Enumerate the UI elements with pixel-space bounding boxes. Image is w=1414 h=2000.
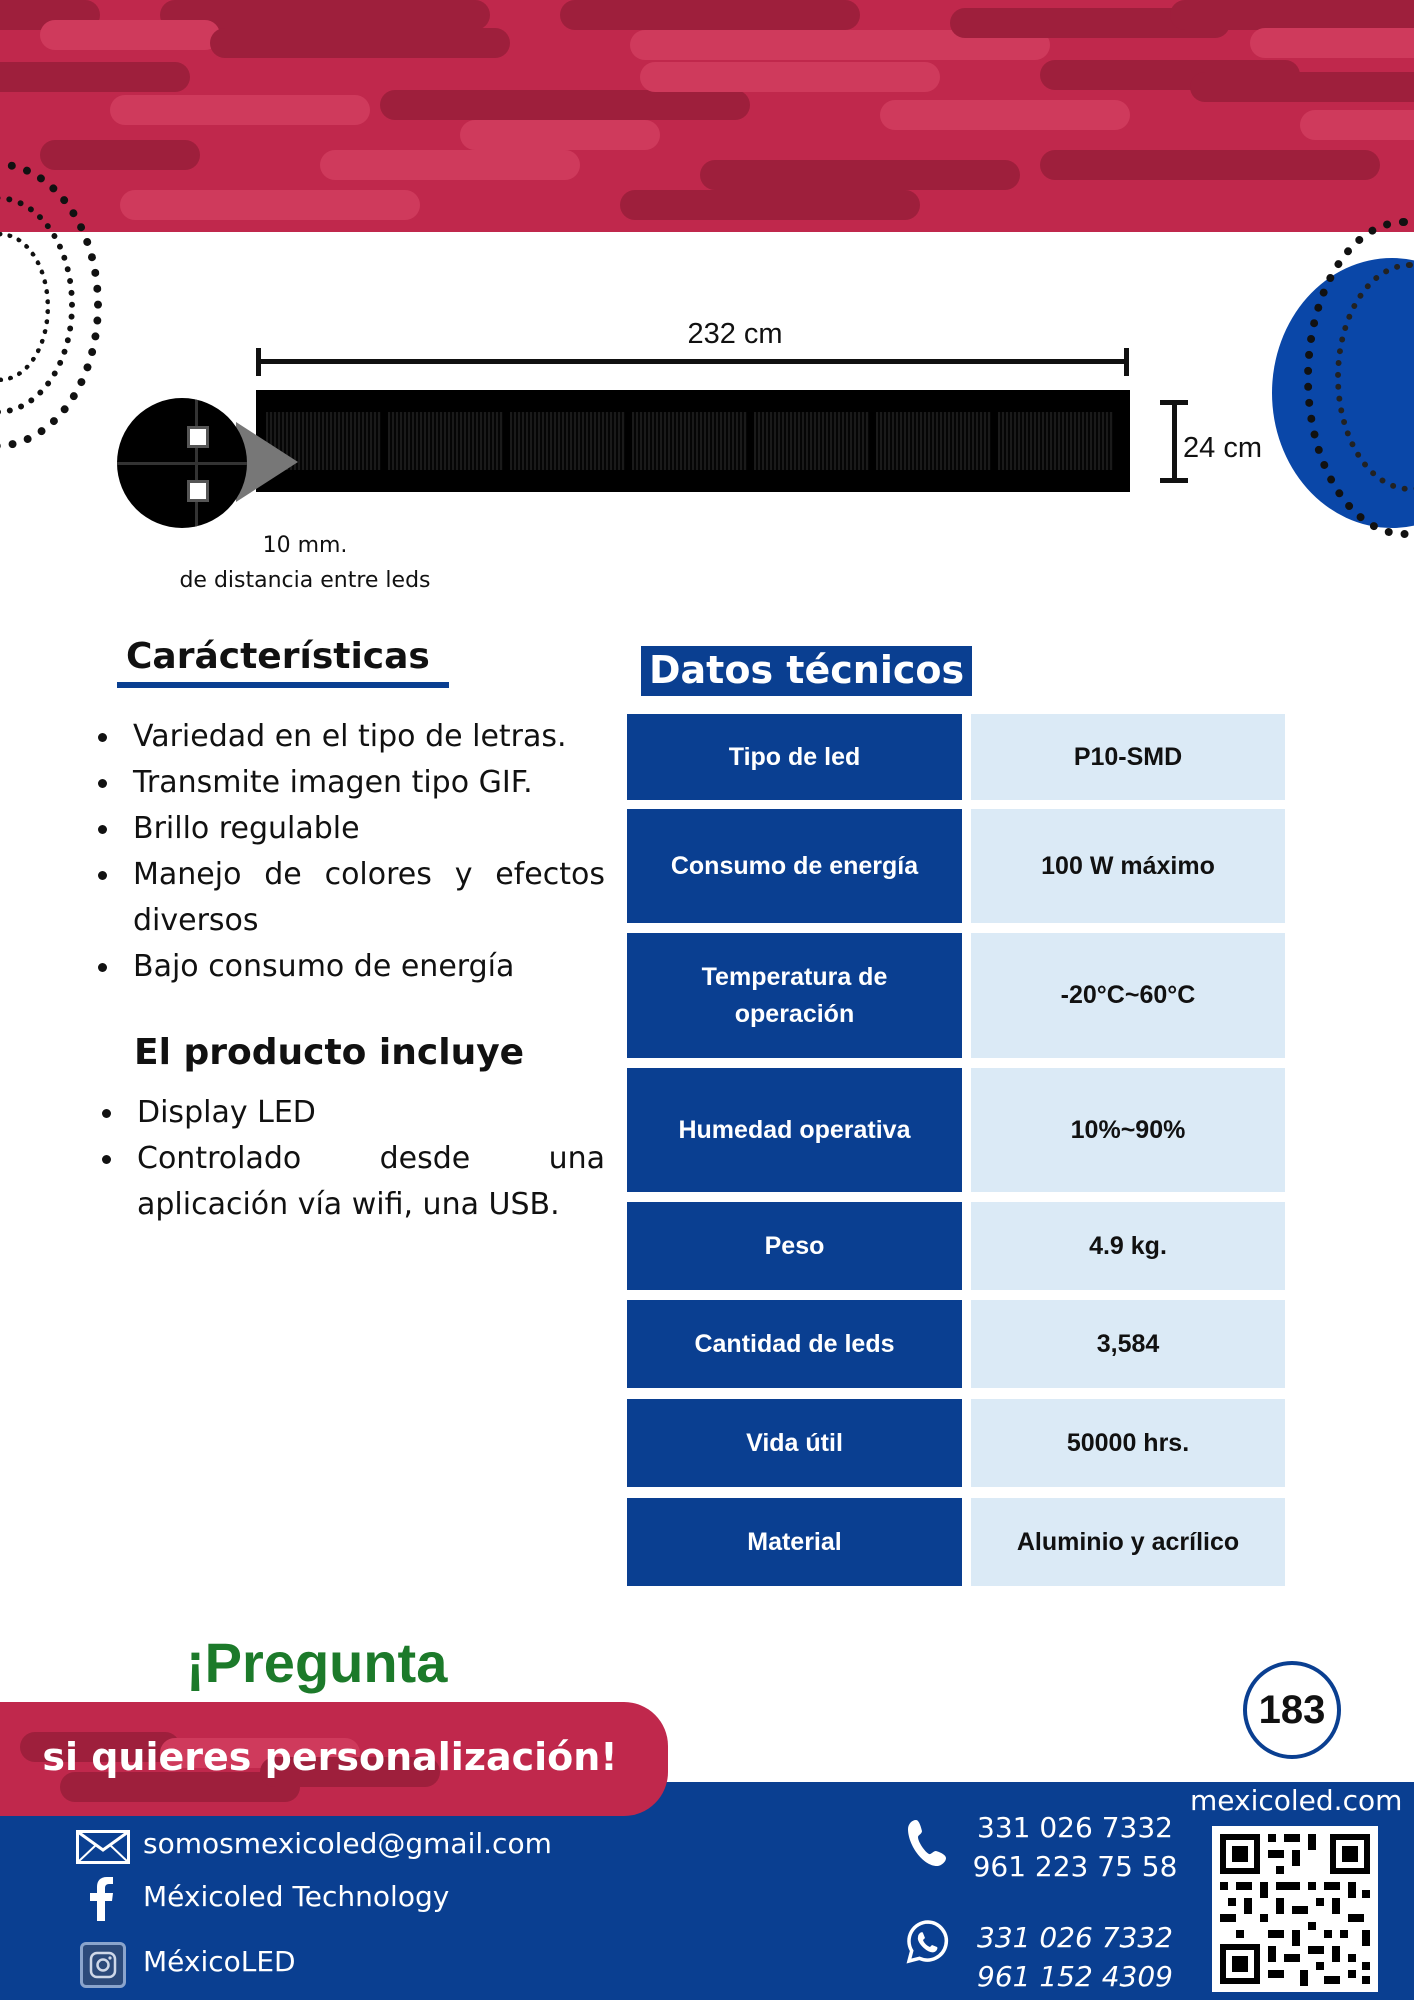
dimension-width-label: 232 cm [687, 318, 783, 350]
dimension-width-cap-left [256, 348, 261, 376]
table-key-cell: Vida útil [627, 1399, 962, 1487]
led-display-illustration [256, 390, 1130, 492]
whatsapp-number[interactable]: 961 152 4309 [977, 1960, 1173, 1993]
header-banner [0, 0, 1414, 232]
instagram-link[interactable]: MéxicoLED [143, 1945, 296, 1978]
led-pitch-value: 10 mm. [262, 533, 348, 558]
phone-number[interactable]: 961 223 75 58 [972, 1850, 1178, 1883]
email-link[interactable]: somosmexicoled@gmail.com [143, 1827, 552, 1860]
table-key-cell: Tipo de led [627, 714, 962, 800]
list-item: Transmite imagen tipo GIF. [93, 760, 605, 806]
list-item: Brillo regulable [93, 806, 605, 852]
table-value-cell: 3,584 [971, 1300, 1285, 1388]
cta-subtitle: si quieres personalización! [42, 1735, 618, 1779]
table-key-cell: Cantidad de leds [627, 1300, 962, 1388]
dimension-width-cap-right [1124, 348, 1129, 376]
whatsapp-number[interactable]: 331 026 7332 [977, 1921, 1173, 1954]
dimension-height-cap-top [1160, 400, 1188, 405]
facebook-icon [88, 1877, 114, 1925]
led-pitch-zoom-icon [117, 398, 247, 528]
table-value-cell: 4.9 kg. [971, 1202, 1285, 1290]
website-link[interactable]: mexicoled.com [1190, 1784, 1403, 1817]
features-list [93, 714, 605, 990]
dimension-width-line [256, 359, 1128, 364]
whatsapp-icon [904, 1918, 952, 1970]
dimension-height-cap-bottom [1160, 478, 1188, 483]
tech-data-heading: Datos técnicos [641, 646, 972, 696]
table-value-cell: -20°C~60°C [971, 933, 1285, 1058]
instagram-icon [80, 1942, 126, 1988]
table-value-cell: P10-SMD [971, 714, 1285, 800]
table-key-cell: Consumo de energía [627, 809, 962, 923]
features-heading: Carácterísticas [126, 636, 430, 677]
dimension-height-label: 24 cm [1183, 432, 1262, 464]
includes-heading: El producto incluye [134, 1032, 525, 1073]
mail-icon [76, 1830, 130, 1868]
table-value-cell: 10%~90% [971, 1068, 1285, 1192]
list-item: Manejo de colores y efectos diversos [93, 852, 605, 944]
led-pitch-description: de distancia entre leds [179, 568, 431, 593]
table-key-cell: Material [627, 1498, 962, 1586]
includes-list [97, 1090, 605, 1228]
table-key-cell: Temperatura de operación [627, 933, 962, 1058]
list-item: Display LED [97, 1090, 605, 1136]
table-key-cell: Peso [627, 1202, 962, 1290]
page-number-badge: 183 [1243, 1661, 1341, 1759]
phone-icon [906, 1818, 950, 1872]
dimension-height-line [1172, 402, 1177, 480]
table-value-cell: Aluminio y acrílico [971, 1498, 1285, 1586]
facebook-link[interactable]: Méxicoled Technology [143, 1880, 450, 1913]
table-value-cell: 100 W máximo [971, 809, 1285, 923]
qr-code[interactable] [1212, 1826, 1378, 1992]
phone-number[interactable]: 331 026 7332 [977, 1811, 1173, 1844]
table-key-cell: Humedad operativa [627, 1068, 962, 1192]
list-item: Controlado desde una aplicación vía wifi, una USB. [97, 1136, 605, 1228]
cta-title: ¡Pregunta [186, 1631, 448, 1694]
list-item: Bajo consumo de energía [93, 944, 605, 990]
features-heading-underline [117, 682, 449, 688]
table-value-cell: 50000 hrs. [971, 1399, 1285, 1487]
list-item: Variedad en el tipo de letras. [93, 714, 605, 760]
led-pitch-caption [140, 528, 470, 598]
